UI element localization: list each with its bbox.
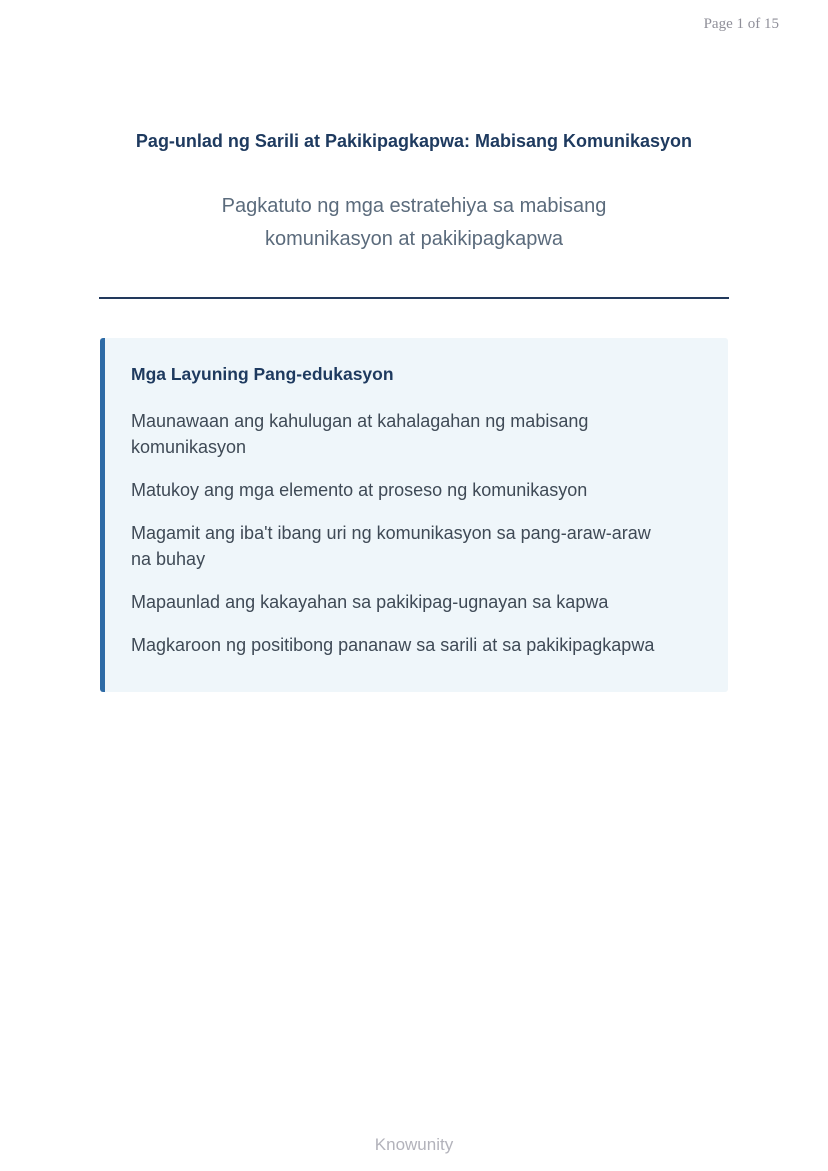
objective-item: Magkaroon ng positibong pananaw sa sarili at sa pakikipagkapwa	[131, 635, 655, 655]
document-title: Pag-unlad ng Sarili at Pakikipagkapwa: Mabisang Komunikasyon	[135, 131, 693, 151]
objective-item: Matukoy ang mga elemento at proseso ng komunikasyon	[131, 480, 588, 500]
objective-item: Maunawaan ang kahulugan at kahalagahan ng mabisang komunikasyon	[131, 411, 589, 457]
objective-item: Magamit ang iba't ibang uri ng komunikasyon sa pang-araw-araw na buhay	[131, 523, 651, 569]
knowunity-watermark: Knowunity	[374, 1135, 454, 1154]
page-number-indicator: Page 1 of 15	[703, 16, 779, 32]
objective-item: Mapaunlad ang kakayahan sa pakikipag-ugnayan sa kapwa	[131, 592, 609, 612]
document-subtitle: Pagkatuto ng mga estratehiya sa mabisang komunikasyon at pakikipagkapwa	[221, 195, 607, 250]
objectives-box	[100, 338, 728, 692]
divider-line	[99, 297, 729, 299]
objectives-heading: Mga Layuning Pang-edukasyon	[131, 364, 394, 384]
